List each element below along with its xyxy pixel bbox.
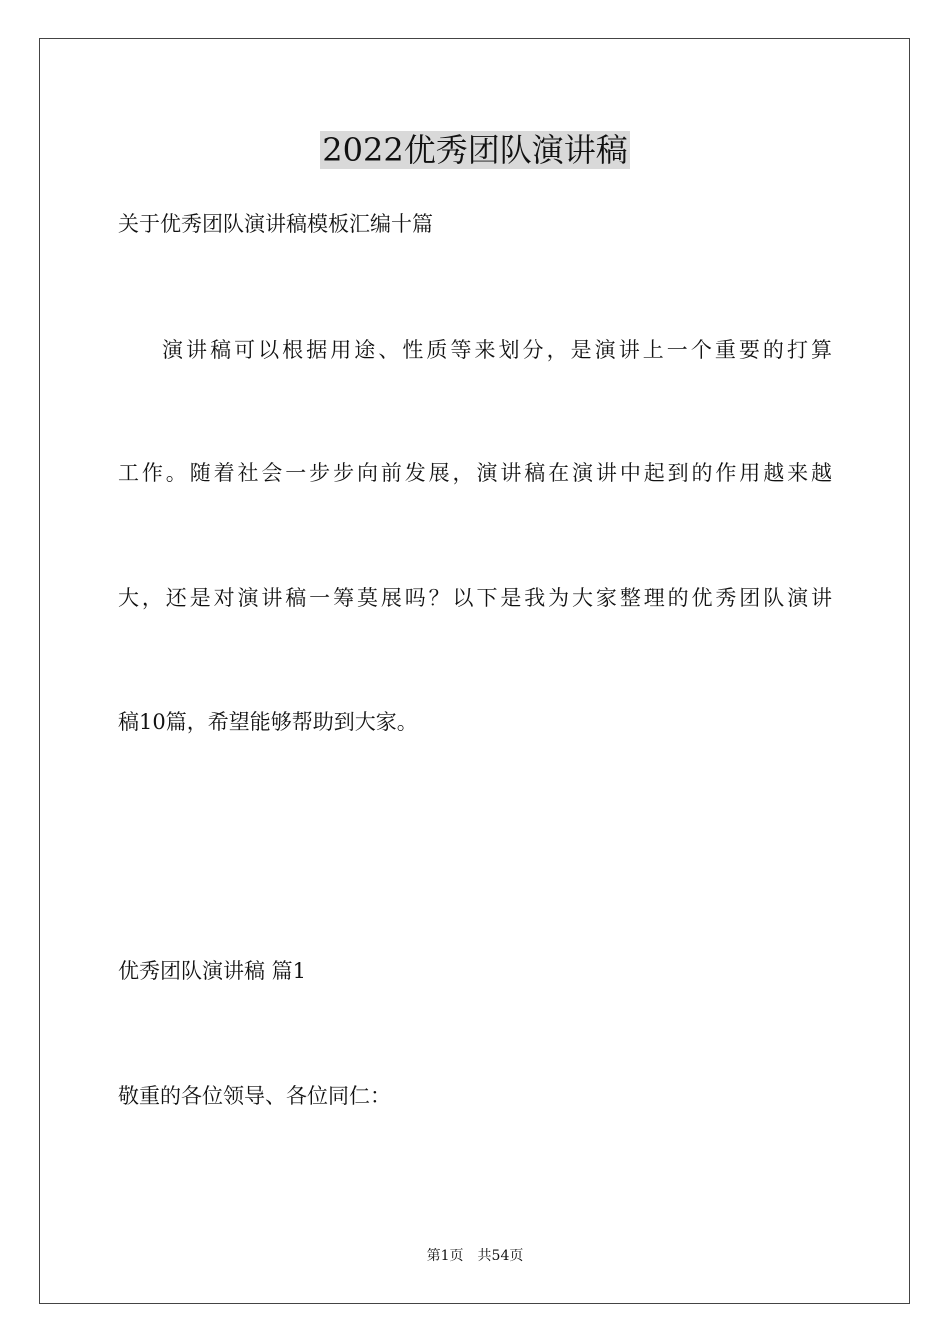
document-title-wrap <box>0 128 950 172</box>
document-title: 2022优秀团队演讲稿 <box>322 131 628 169</box>
intro-line-4: 稿10篇，希望能够帮助到大家。 <box>118 710 418 734</box>
greeting: 敬重的各位领导、各位同仁： <box>118 1084 391 1108</box>
document-subtitle: 关于优秀团队演讲稿模板汇编十篇 <box>118 212 433 236</box>
intro-line-2: 工作。随着社会一步步向前发展，演讲稿在演讲中起到的作用越来越 <box>118 461 832 485</box>
page-footer: 第1页 共54页 <box>426 1248 524 1264</box>
intro-line-3: 大，还是对演讲稿一筹莫展吗？以下是我为大家整理的优秀团队演讲 <box>118 586 832 610</box>
intro-line-1: 演讲稿可以根据用途、性质等来划分，是演讲上一个重要的打算 <box>162 338 832 362</box>
section-heading: 优秀团队演讲稿 篇1 <box>118 959 307 983</box>
